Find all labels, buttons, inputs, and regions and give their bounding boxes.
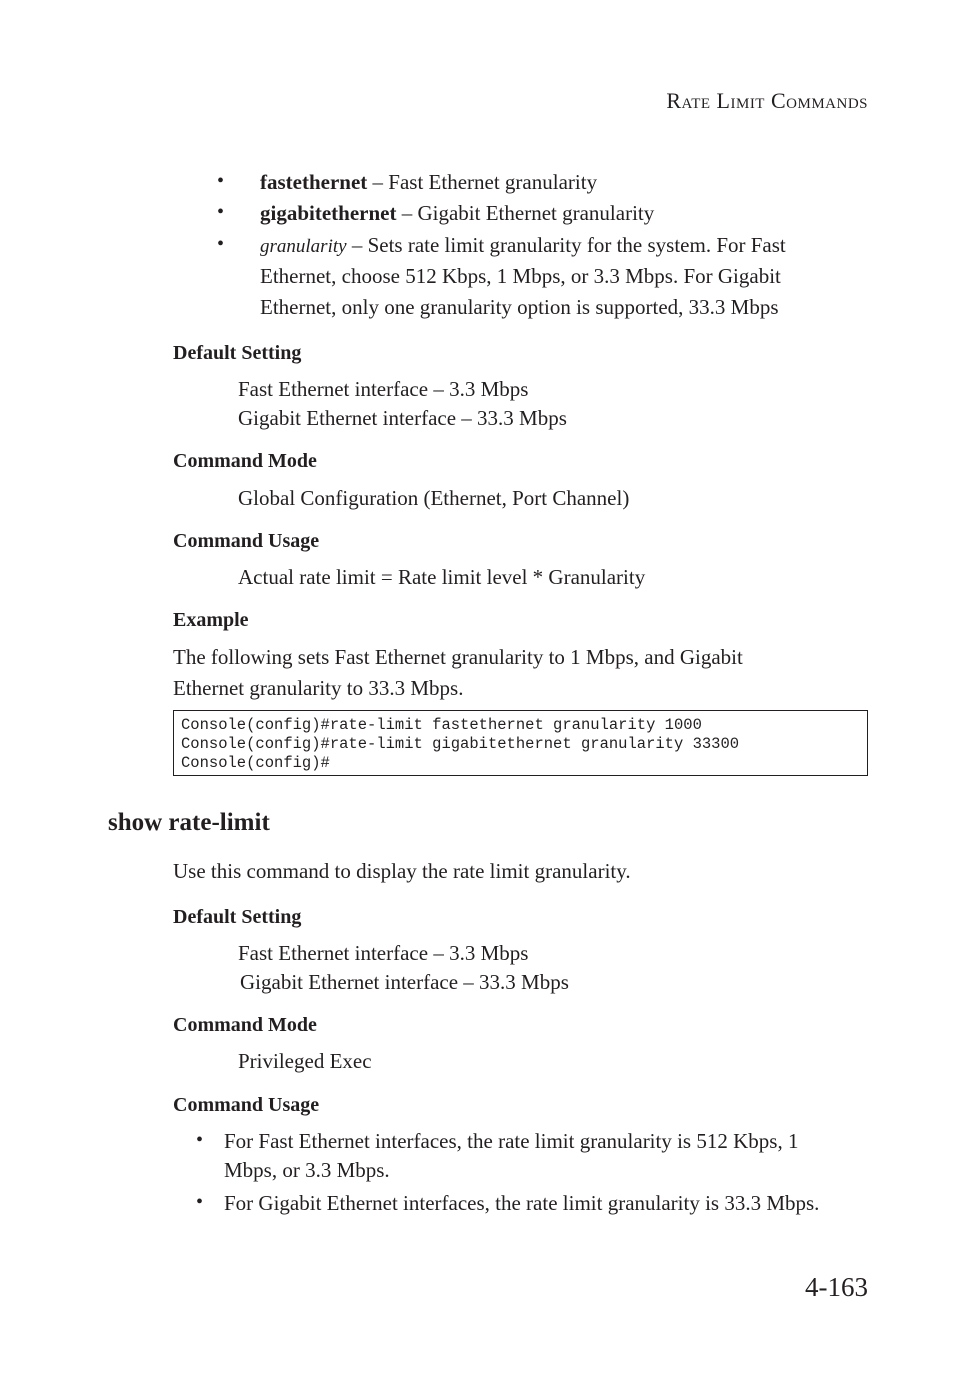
command-usage-text: Actual rate limit = Rate limit level * Granularity — [238, 565, 646, 589]
example-text: The following sets Fast Ethernet granularity to 1 Mbps, and Gigabit — [173, 645, 743, 669]
usage-bullet-text: For Gigabit Ethernet interfaces, the rate limit granularity is 33.3 Mbps. — [224, 1191, 820, 1215]
param-desc: – Fast Ethernet granularity — [367, 170, 598, 194]
section-title: show rate-limit — [108, 809, 270, 836]
param-desc-continued: Ethernet, only one granularity option is supported, 33.3 Mbps — [260, 295, 779, 319]
code-example-box — [173, 710, 868, 776]
param-desc-continued: Ethernet, choose 512 Kbps, 1 Mbps, or 3.3 Mbps. For Gigabit — [260, 264, 781, 288]
param-item-gigabitethernet — [260, 198, 654, 228]
default-setting-line: Gigabit Ethernet interface – 33.3 Mbps — [238, 406, 567, 430]
command-mode-heading: Command Mode — [173, 450, 317, 472]
bullet-icon: • — [196, 1129, 204, 1151]
bullet-icon: • — [196, 1191, 204, 1213]
param-term: granularity — [260, 236, 347, 257]
example-text: Ethernet granularity to 33.3 Mbps. — [173, 676, 464, 700]
code-line: Console(config)#rate-limit fastethernet granularity 1000 — [181, 716, 702, 734]
param-item-fastethernet — [260, 167, 597, 197]
command-mode-text: Global Configuration (Ethernet, Port Channel) — [238, 486, 630, 510]
default-setting-heading: Default Setting — [173, 342, 302, 364]
command-mode-text: Privileged Exec — [238, 1049, 372, 1073]
command-mode-heading: Command Mode — [173, 1014, 317, 1036]
running-header — [666, 88, 868, 114]
bullet-icon: • — [217, 170, 225, 192]
running-header-title: Rate Limit Commands — [666, 88, 868, 113]
param-term: gigabitethernet — [260, 201, 397, 225]
section-description: Use this command to display the rate limit granularity. — [173, 859, 631, 883]
param-item-granularity — [260, 230, 786, 262]
command-usage-heading: Command Usage — [173, 530, 320, 552]
param-desc: – Sets rate limit granularity for the system. For Fast — [346, 233, 786, 257]
param-term: fastethernet — [260, 170, 368, 194]
param-desc: – Gigabit Ethernet granularity — [396, 201, 655, 225]
usage-bullet-text: For Fast Ethernet interfaces, the rate limit granularity is 512 Kbps, 1 — [224, 1129, 799, 1153]
usage-bullet-text: Mbps, or 3.3 Mbps. — [224, 1158, 390, 1182]
code-line: Console(config)#rate-limit gigabitethernet granularity 33300 — [181, 735, 740, 753]
code-line: Console(config)# — [181, 754, 330, 772]
default-setting-line: Fast Ethernet interface – 3.3 Mbps — [238, 941, 529, 965]
command-usage-heading: Command Usage — [173, 1094, 320, 1116]
bullet-icon: • — [217, 233, 225, 255]
default-setting-heading: Default Setting — [173, 906, 302, 928]
page-number: 4-163 — [805, 1272, 868, 1302]
default-setting-line: Fast Ethernet interface – 3.3 Mbps — [238, 377, 529, 401]
bullet-icon: • — [217, 201, 225, 223]
example-heading: Example — [173, 609, 249, 631]
default-setting-line: Gigabit Ethernet interface – 33.3 Mbps — [240, 970, 569, 994]
